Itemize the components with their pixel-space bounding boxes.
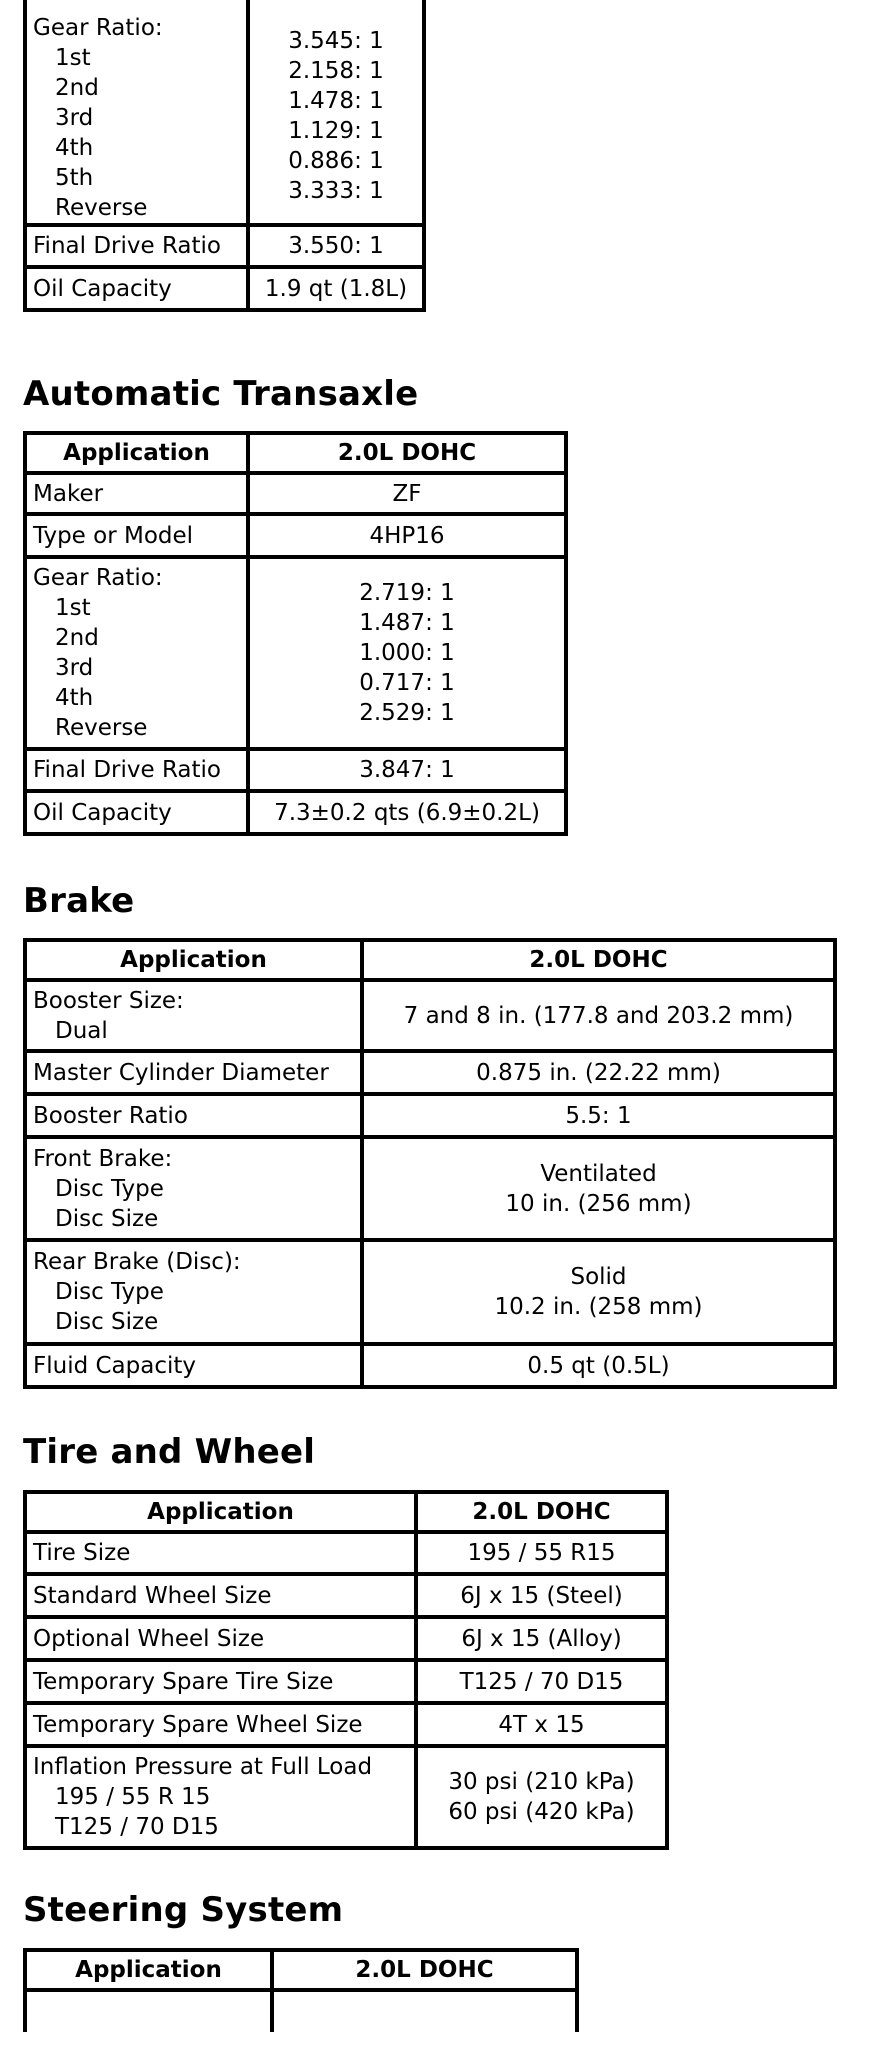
- steering-empty-cell: [272, 1990, 577, 2032]
- tire-size-label: Tire Size: [25, 1532, 416, 1574]
- tire-spec-label: 195 / 55 R 15: [55, 1784, 211, 1810]
- disc-size-label: Disc Size: [55, 1309, 159, 1335]
- table-header-row: [25, 940, 835, 980]
- automatic-transaxle-section: [23, 374, 568, 836]
- steering-system-table: [23, 1948, 579, 2032]
- gear-ratio-value: 2.158: 1: [288, 58, 384, 84]
- table-row: [25, 1660, 667, 1703]
- master-cylinder-label: Master Cylinder Diameter: [25, 1051, 362, 1094]
- booster-ratio-label: Booster Ratio: [25, 1094, 362, 1137]
- type-label: Type or Model: [25, 514, 248, 557]
- table-row: [25, 791, 566, 834]
- disc-type-value: Ventilated: [540, 1160, 657, 1187]
- column-header-application: Application: [25, 433, 248, 473]
- gear-ratio-value: 2.529: 1: [359, 700, 455, 726]
- gear-ratio-value: 1.000: 1: [359, 640, 455, 666]
- table-row: [25, 473, 566, 514]
- manual-transaxle-section: [23, 0, 426, 312]
- gear-label: 5th: [55, 165, 94, 191]
- oil-capacity-value: 1.9 qt (1.8L): [248, 267, 424, 310]
- inflation-label-cell: [25, 1746, 416, 1848]
- tire-spec-label: T125 / 70 D15: [55, 1814, 219, 1840]
- column-header-engine: 2.0L DOHC: [362, 940, 835, 980]
- oil-capacity-label: Oil Capacity: [25, 267, 248, 310]
- gear-label: 2nd: [55, 75, 99, 101]
- front-brake-value-cell: [362, 1137, 835, 1240]
- steering-empty-cell: [25, 1990, 272, 2032]
- column-header-application: Application: [25, 1492, 416, 1532]
- fluid-capacity-label: Fluid Capacity: [25, 1344, 362, 1387]
- gear-ratio-values-cell: [248, 0, 424, 225]
- gear-label: Reverse: [55, 195, 148, 221]
- gear-label: 1st: [55, 595, 91, 621]
- column-header-application: Application: [25, 1950, 272, 1990]
- booster-size-value: 7 and 8 in. (177.8 and 203.2 mm): [362, 980, 835, 1051]
- automatic-transaxle-table: [23, 431, 568, 836]
- gear-label: 3rd: [55, 655, 94, 681]
- rear-brake-label: Rear Brake (Disc):: [33, 1249, 241, 1275]
- steering-system-section: [23, 1890, 579, 2032]
- table-row: [25, 267, 424, 310]
- oil-capacity-value: 7.3±0.2 qts (6.9±0.2L): [248, 791, 566, 834]
- optional-wheel-value: 6J x 15 (Alloy): [416, 1617, 667, 1660]
- tire-wheel-section: [23, 1432, 669, 1850]
- temp-spare-wheel-value: 4T x 15: [416, 1703, 667, 1746]
- column-header-application: Application: [25, 940, 362, 980]
- temp-spare-wheel-label: Temporary Spare Wheel Size: [25, 1703, 416, 1746]
- booster-size-sub-label: Dual: [55, 1017, 108, 1044]
- maker-value: ZF: [248, 473, 566, 514]
- table-row: [25, 980, 835, 1051]
- standard-wheel-label: Standard Wheel Size: [25, 1574, 416, 1617]
- brake-section: [23, 881, 837, 1389]
- column-header-engine: 2.0L DOHC: [416, 1492, 667, 1532]
- gear-ratio-label: Gear Ratio:: [33, 565, 163, 591]
- disc-type-value: Solid: [570, 1264, 627, 1290]
- gear-ratio-value: 0.886: 1: [288, 148, 384, 174]
- table-row: [25, 1746, 667, 1848]
- rear-brake-label-cell: [25, 1240, 362, 1344]
- booster-size-label-cell: [25, 980, 362, 1051]
- table-row: [25, 1094, 835, 1137]
- gear-ratio-value: 1.129: 1: [288, 118, 384, 144]
- disc-type-label: Disc Type: [55, 1279, 164, 1305]
- table-row: [25, 557, 566, 749]
- gear-ratio-value: 3.333: 1: [288, 178, 384, 204]
- gear-label: 4th: [55, 685, 94, 711]
- inflation-value-cell: [416, 1746, 667, 1848]
- front-brake-label: Front Brake:: [33, 1145, 173, 1172]
- gear-ratio-label: Gear Ratio:: [33, 15, 163, 41]
- gear-label: 2nd: [55, 625, 99, 651]
- table-header-row: [25, 433, 566, 473]
- gear-label: 1st: [55, 45, 91, 71]
- table-row: [25, 1703, 667, 1746]
- manual-transaxle-table: [23, 0, 426, 312]
- table-row: [25, 514, 566, 557]
- gear-ratio-values-cell: [248, 557, 566, 749]
- section-title: Steering System: [23, 1890, 344, 1930]
- table-row: [25, 1990, 577, 2032]
- gear-ratio-value: 3.545: 1: [288, 28, 384, 54]
- front-brake-label-cell: [25, 1137, 362, 1240]
- final-drive-label: Final Drive Ratio: [25, 749, 248, 791]
- standard-wheel-value: 6J x 15 (Steel): [416, 1574, 667, 1617]
- gear-label: 4th: [55, 135, 94, 161]
- master-cylinder-value: 0.875 in. (22.22 mm): [362, 1051, 835, 1094]
- gear-ratio-value: 2.719: 1: [359, 580, 455, 606]
- gear-label: Reverse: [55, 715, 148, 741]
- booster-size-label: Booster Size:: [33, 987, 184, 1014]
- section-title: Tire and Wheel: [23, 1432, 316, 1472]
- table-row: [25, 1344, 835, 1387]
- section-title: Brake: [23, 881, 135, 921]
- table-row: [25, 1240, 835, 1344]
- final-drive-value: 3.550: 1: [248, 225, 424, 267]
- disc-size-value: 10.2 in. (258 mm): [494, 1294, 703, 1320]
- brake-table: [23, 938, 837, 1389]
- temp-spare-tire-label: Temporary Spare Tire Size: [25, 1660, 416, 1703]
- type-value: 4HP16: [248, 514, 566, 557]
- table-row: [25, 1137, 835, 1240]
- temp-spare-tire-value: T125 / 70 D15: [416, 1660, 667, 1703]
- optional-wheel-label: Optional Wheel Size: [25, 1617, 416, 1660]
- table-header-row: [25, 1950, 577, 1990]
- table-row: [25, 1532, 667, 1574]
- table-row: [25, 1617, 667, 1660]
- column-header-engine: 2.0L DOHC: [272, 1950, 577, 1990]
- tire-wheel-table: [23, 1490, 669, 1850]
- gear-ratio-value: 1.487: 1: [359, 610, 455, 636]
- table-row: [25, 749, 566, 791]
- disc-type-label: Disc Type: [55, 1175, 164, 1202]
- oil-capacity-label: Oil Capacity: [25, 791, 248, 834]
- column-header-engine: 2.0L DOHC: [248, 433, 566, 473]
- table-row: [25, 1574, 667, 1617]
- rear-brake-value-cell: [362, 1240, 835, 1344]
- table-row: [25, 0, 424, 225]
- booster-ratio-value: 5.5: 1: [362, 1094, 835, 1137]
- inflation-pressure-value: 30 psi (210 kPa): [448, 1769, 635, 1795]
- fluid-capacity-value: 0.5 qt (0.5L): [362, 1344, 835, 1387]
- gear-ratio-value: 0.717: 1: [359, 670, 455, 696]
- inflation-pressure-label: Inflation Pressure at Full Load: [33, 1754, 373, 1780]
- gear-ratio-label-cell: [25, 557, 248, 749]
- disc-size-label: Disc Size: [55, 1205, 159, 1232]
- table-header-row: [25, 1492, 667, 1532]
- section-title: Automatic Transaxle: [23, 374, 419, 414]
- gear-ratio-label-cell: [25, 0, 248, 225]
- table-row: [25, 225, 424, 267]
- final-drive-label: Final Drive Ratio: [25, 225, 248, 267]
- inflation-pressure-value: 60 psi (420 kPa): [448, 1799, 635, 1825]
- maker-label: Maker: [25, 473, 248, 514]
- final-drive-value: 3.847: 1: [248, 749, 566, 791]
- table-row: [25, 1051, 835, 1094]
- gear-ratio-value: 1.478: 1: [288, 88, 384, 114]
- tire-size-value: 195 / 55 R15: [416, 1532, 667, 1574]
- gear-label: 3rd: [55, 105, 94, 131]
- disc-size-value: 10 in. (256 mm): [505, 1190, 692, 1217]
